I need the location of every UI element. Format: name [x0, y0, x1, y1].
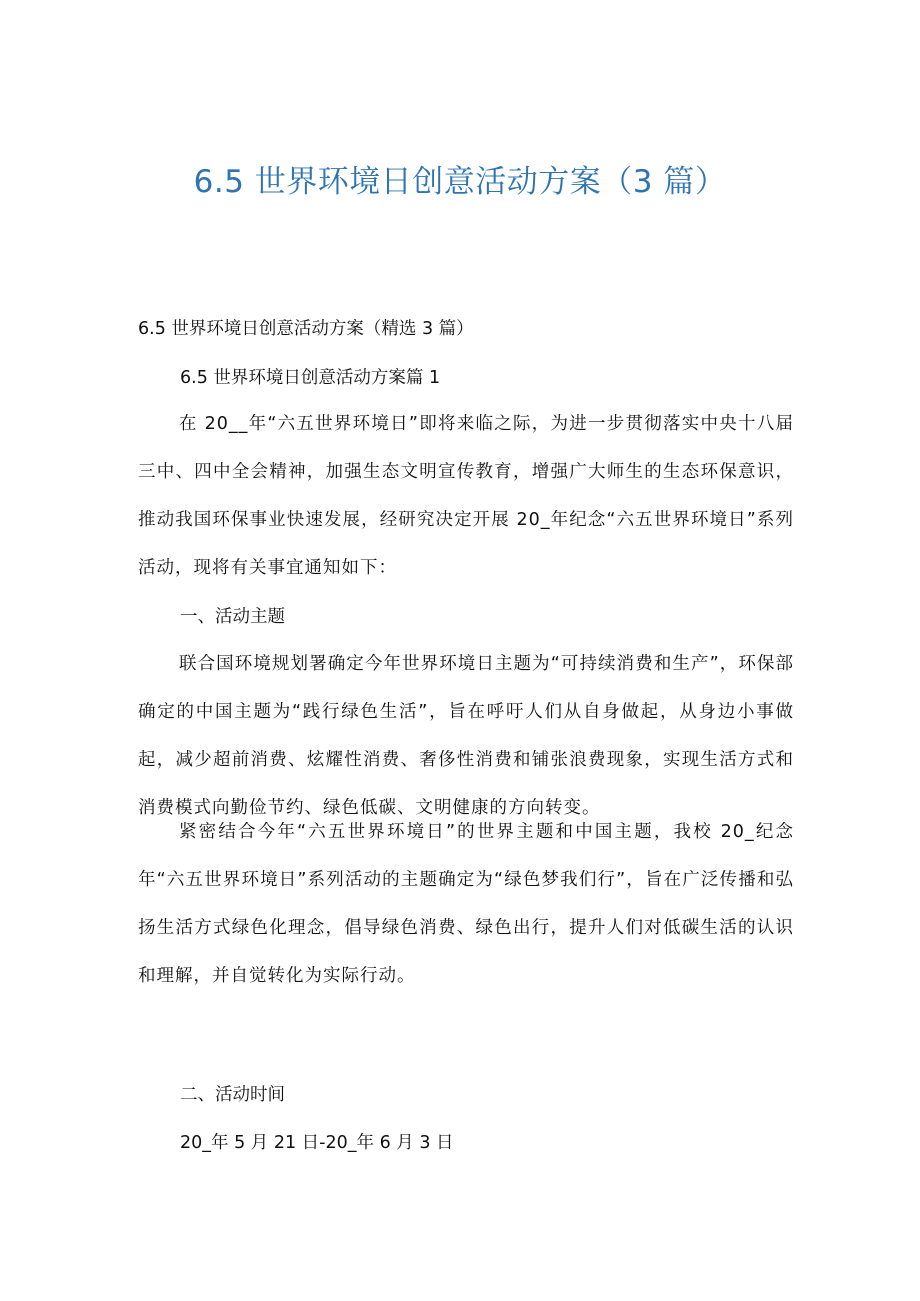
activity-time-range: 20_年 5 月 21 日-20_年 6 月 3 日 — [180, 1133, 454, 1153]
document-subtitle: 6.5 世界环境日创意活动方案（精选 3 篇） — [138, 319, 474, 339]
activity-time-heading: 二、活动时间 — [180, 1085, 285, 1105]
activity-theme-paragraph: 联合国环境规划署确定今年世界环境日主题为“可持续消费和生产”，环保部确定的中国主题为“践行绿色生活”，旨在呼吁人们从自身做起，从身边小事做起，减少超前消费、炫耀性消费、奢侈性消费和铺张浪费现象，实现生活方式和消费模式向勤俭节约、绿色低碳、文明健康的方向转变。 — [138, 654, 794, 818]
intro-paragraph: 在 20__年“六五世界环境日”即将来临之际，为进一步贯彻落实中央十八届三中、四中全会精神，加强生态文明宣传教育，增强广大师生的生态环保意识，推动我国环保事业快速发展，经研究决定开展 20_年纪念“六五世界环境日”系列活动，现将有关事宜通知如下： — [138, 414, 794, 578]
school-theme-paragraph: 紧密结合今年“六五世界环境日”的世界主题和中国主题，我校 20_纪念年“六五世界环境日”系列活动的主题确定为“绿色梦我们行”，旨在广泛传播和弘扬生活方式绿色化理念，倡导绿色消费、绿色出行，提升人们对低碳生活的认识和理解，并自觉转化为实际行动。 — [138, 822, 794, 986]
document-title: 6.5 世界环境日创意活动方案（3 篇） — [193, 164, 727, 200]
activity-theme-heading: 一、活动主题 — [180, 607, 285, 627]
section-heading: 6.5 世界环境日创意活动方案篇 1 — [180, 368, 441, 388]
